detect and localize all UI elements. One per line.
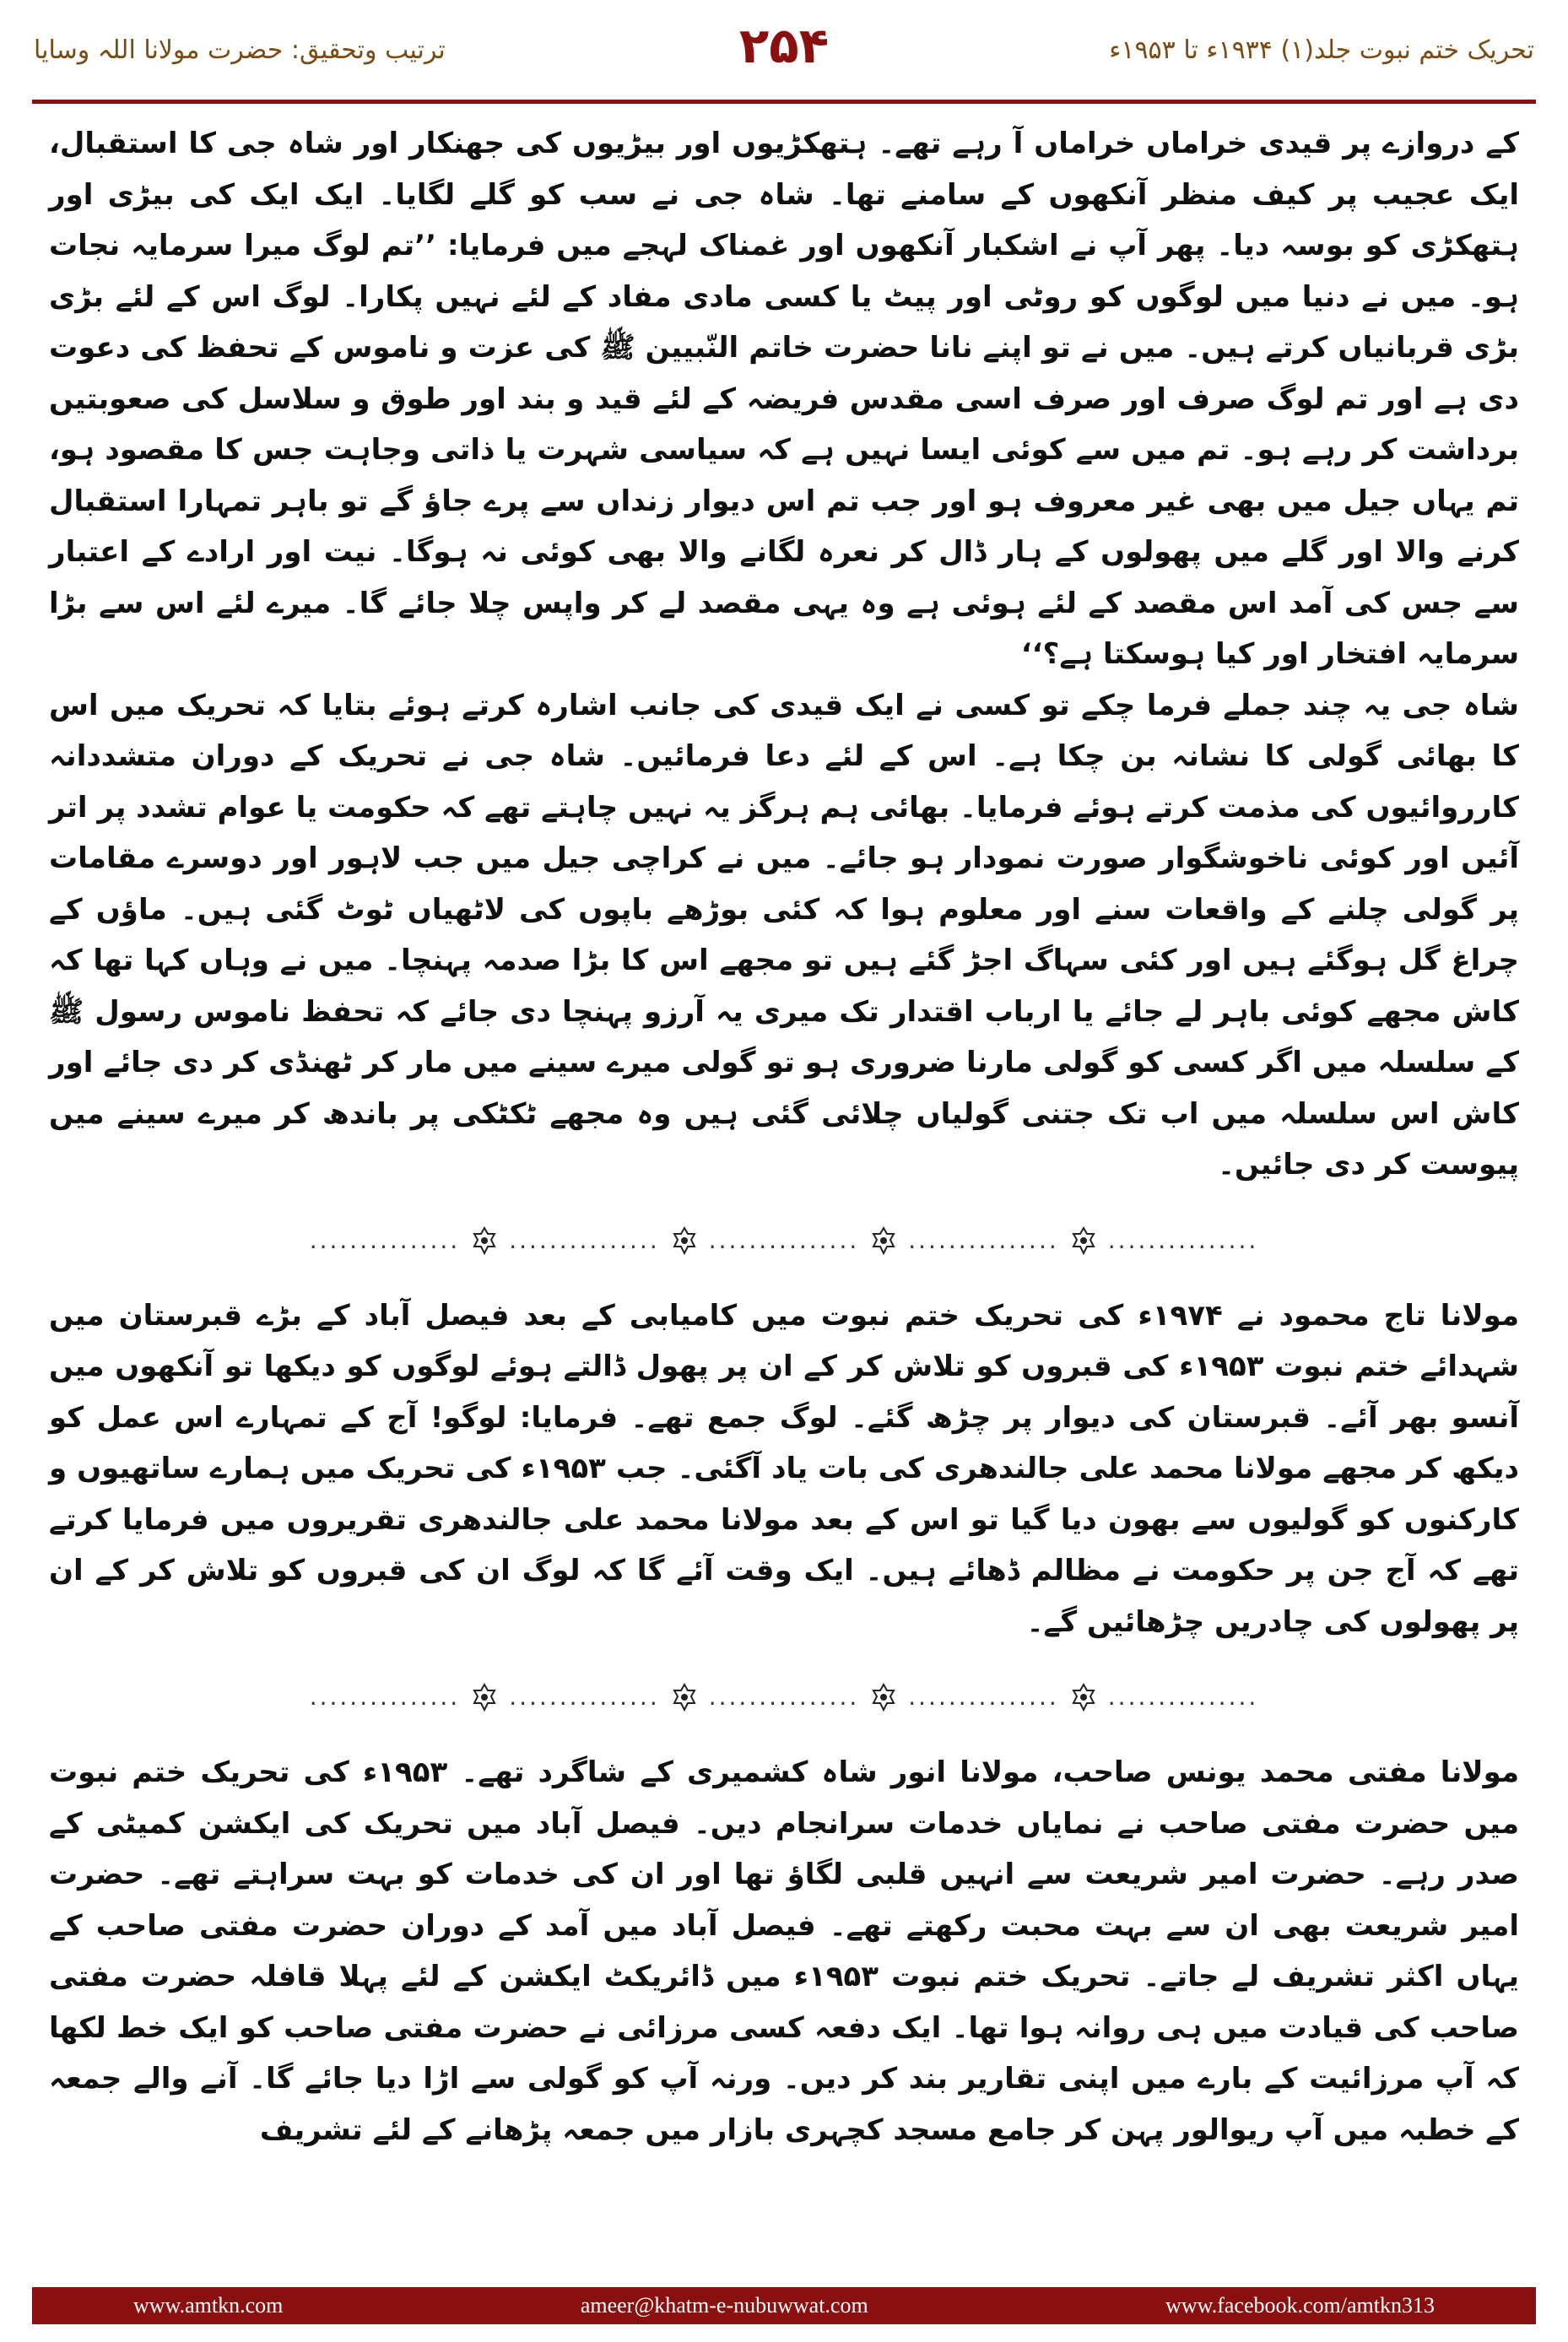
body-paragraph: مولانا تاج محمود نے ۱۹۷۴ء کی تحریک ختم نبوت میں کامیابی کے بعد فیصل آباد کے بڑے قبرستان میں شہدائے ختم نبوت ۱۹۵۳ء کی قبروں کو تلاش کر کے ان پر پھول ڈالتے ہوئے لوگوں کو دیکھا تو آنکھوں میں آنسو بھر آئے۔ قبرستان کی دیوار پر چڑھ گئے۔ لوگ جمع تھے۔ فرمایا: لوگو! آج کے تمہارے اس عمل کو دیکھ کر مجھے مولانا محمد علی جالندھری کی بات یاد آگئی۔ جب ۱۹۵۳ء کی تحریک میں ہمارے ساتھیوں و کارکنوں کو گولیوں سے بھون دیا گیا تو اس کے بعد مولانا محمد علی جالندھری تقریروں میں فرمایا کرتے تھے کہ آج جن پر حکومت نے مظالم ڈھائے ہیں۔ ایک وقت آئے گا کہ لوگ ان کی قبروں کو تلاش کر کے ان پر پھولوں کی چادریں چڑھائیں گے۔ (49, 1298, 1519, 1639)
facebook-link[interactable]: www.facebook.com/amtkn313 (1165, 2293, 1435, 2318)
star-ornament-icon (470, 1683, 499, 1712)
page-header (0, 0, 1568, 110)
divider-dots: ............... (509, 1225, 660, 1254)
divider-dots: ............... (908, 1683, 1059, 1711)
website-link[interactable]: www.amtkn.com (133, 2293, 284, 2318)
section-divider (49, 1191, 1519, 1290)
header-rule (32, 100, 1536, 104)
star-ornament-icon (470, 1226, 499, 1255)
divider-dots: ............... (708, 1683, 860, 1711)
page-footer (32, 2287, 1536, 2324)
divider-dots: ............... (1107, 1683, 1259, 1711)
body-paragraph: شاہ جی یہ چند جملے فرما چکے تو کسی نے ایک قیدی کی جانب اشارہ کرتے ہوئے بتایا کہ تحریک میں اس کا بھائی گولی کا نشانہ بن چکا ہے۔ اس کے لئے دعا فرمائیں۔ شاہ جی نے تحریک کے دوران متشددانہ کارروائیوں کی مذمت کرتے ہوئے فرمایا۔ بھائی ہم ہرگز یہ نہیں چاہتے تھے کہ حکومت یا عوام تشدد پر اتر آئیں اور کوئی ناخوشگوار صورت نمودار ہو جائے۔ میں نے کراچی جیل میں جب لاہور اور دوسرے مقامات پر گولی چلنے کے واقعات سنے اور معلوم ہوا کہ کئی بوڑھے باپوں کی لاٹھیاں ٹوٹ گئی ہیں۔ ماؤں کے چراغ گل ہوگئے ہیں اور کئی سہاگ اجڑ گئے ہیں تو مجھے اس کا بڑا صدمہ پہنچا۔ میں نے وہاں کہا تھا کہ کاش مجھے کوئی باہر لے جائے یا ارباب اقتدار تک میری یہ آرزو پہنچا دی جائے کہ تحفظ ناموس رسول ﷺ کے سلسلہ میں اگر کسی کو گولی مارنا ضروری ہو تو گولی میرے سینے میں مار کر ٹھنڈی کر دی جائے اور کاش اس سلسلہ میں اب تک جتنی گولیاں چلائی گئی ہیں وہ مجھے ٹکٹکی پر باندھ کر میرے سینے میں پیوست کر دی جائیں۔ (49, 688, 1519, 1182)
email-link[interactable]: ameer@khatm-e-nubuwwat.com (580, 2293, 868, 2318)
star-ornament-icon (670, 1683, 699, 1712)
page-number: ۲۵۴ (738, 17, 830, 74)
divider-dots: ............... (708, 1225, 860, 1254)
body-paragraph: مولانا مفتی محمد یونس صاحب، مولانا انور شاہ کشمیری کے شاگرد تھے۔ ۱۹۵۳ء کی تحریک ختم نبوت میں حضرت مفتی صاحب نے نمایاں خدمات سرانجام دیں۔ فیصل آباد میں تحریک کی ایکشن کمیٹی کے صدر رہے۔ حضرت امیر شریعت سے انہیں قلبی لگاؤ تھا اور ان کی خدمات کو بہت سراہتے تھے۔ حضرت امیر شریعت بھی ان سے بہت محبت رکھتے تھے۔ فیصل آباد میں آمد کے دوران حضرت مفتی صاحب کے یہاں اکثر تشریف لے جاتے۔ تحریک ختم نبوت ۱۹۵۳ء میں ڈائریکٹ ایکشن کے لئے پہلا قافلہ حضرت مفتی صاحب کی قیادت میں ہی روانہ ہوا تھا۔ ایک دفعہ کسی مرزائی نے حضرت مفتی صاحب کو ایک خط لکھا کہ آپ مرزائیت کے بارے میں اپنی تقاریر بند کر دیں۔ ورنہ آپ کو گولی سے اڑا دیا جائے گا۔ آنے والے جمعہ کے خطبہ میں آپ ریوالور پہن کر جامع مسجد کچہری بازار میں جمعہ پڑھانے کے لئے تشریف (49, 1755, 1519, 2147)
compiler-credit: ترتیب وتحقیق: حضرت مولانا اللہ وسایا (34, 35, 446, 65)
star-ornament-icon (1069, 1683, 1098, 1712)
star-ornament-icon (869, 1683, 898, 1712)
section-divider (49, 1647, 1519, 1747)
page-body (49, 118, 1519, 2258)
divider-dots: ............... (509, 1683, 660, 1711)
star-ornament-icon (1069, 1226, 1098, 1255)
star-ornament-icon (670, 1226, 699, 1255)
divider-dots: ............... (1107, 1225, 1259, 1254)
body-paragraph: کے دروازے پر قیدی خراماں خراماں آ رہے تھے۔ ہتھکڑیوں اور بیڑیوں کی جھنکار اور شاہ جی کا استقبال، ایک عجیب پر کیف منظر آنکھوں کے سامنے تھا۔ شاہ جی نے سب کو گلے لگایا۔ ایک ایک کی بیڑی اور ہتھکڑی کو بوسہ دیا۔ پھر آپ نے اشکبار آنکھوں اور غمناک لہجے میں فرمایا: ’’تم لوگ میرا سرمایہ نجات ہو۔ میں نے دنیا میں لوگوں کو روٹی اور پیٹ یا کسی مادی مفاد کے لئے نہیں پکارا۔ لوگ اس کے لئے بڑی بڑی قربانیاں کرتے ہیں۔ میں نے تو اپنے نانا حضرت خاتم النّبیین ﷺ کی عزت و ناموس کے تحفظ کی دعوت دی ہے اور تم لوگ صرف اور صرف اسی مقدس فریضہ کے لئے قید و بند اور طوق و سلاسل کی صعوبتیں برداشت کر رہے ہو۔ تم میں سے کوئی ایسا نہیں ہے کہ سیاسی شہرت یا ذاتی وجاہت جس کا مقصود ہو، تم یہاں جیل میں بھی غیر معروف ہو اور جب تم اس دیوار زنداں سے پرے جاؤ گے تو باہر تمہارا استقبال کرنے والا اور گلے میں پھولوں کے ہار ڈال کر نعرہ لگانے والا بھی کوئی نہ ہوگا۔ نیت اور ارادے کے اعتبار سے جس کی آمد اس مقصد کے لئے ہوئی ہے وہ یہی مقصد لے کر واپس چلا جائے گا۔ میرے لئے اس سے بڑا سرمایہ افتخار اور کیا ہوسکتا ہے؟‘‘ (49, 127, 1519, 671)
divider-dots: ............... (908, 1225, 1059, 1254)
star-ornament-icon (869, 1226, 898, 1255)
divider-dots: ............... (309, 1683, 461, 1711)
book-title: تحریک ختم نبوت جلد(۱) ۱۹۳۴ء تا ۱۹۵۳ء (1109, 35, 1534, 65)
divider-dots: ............... (309, 1225, 461, 1254)
